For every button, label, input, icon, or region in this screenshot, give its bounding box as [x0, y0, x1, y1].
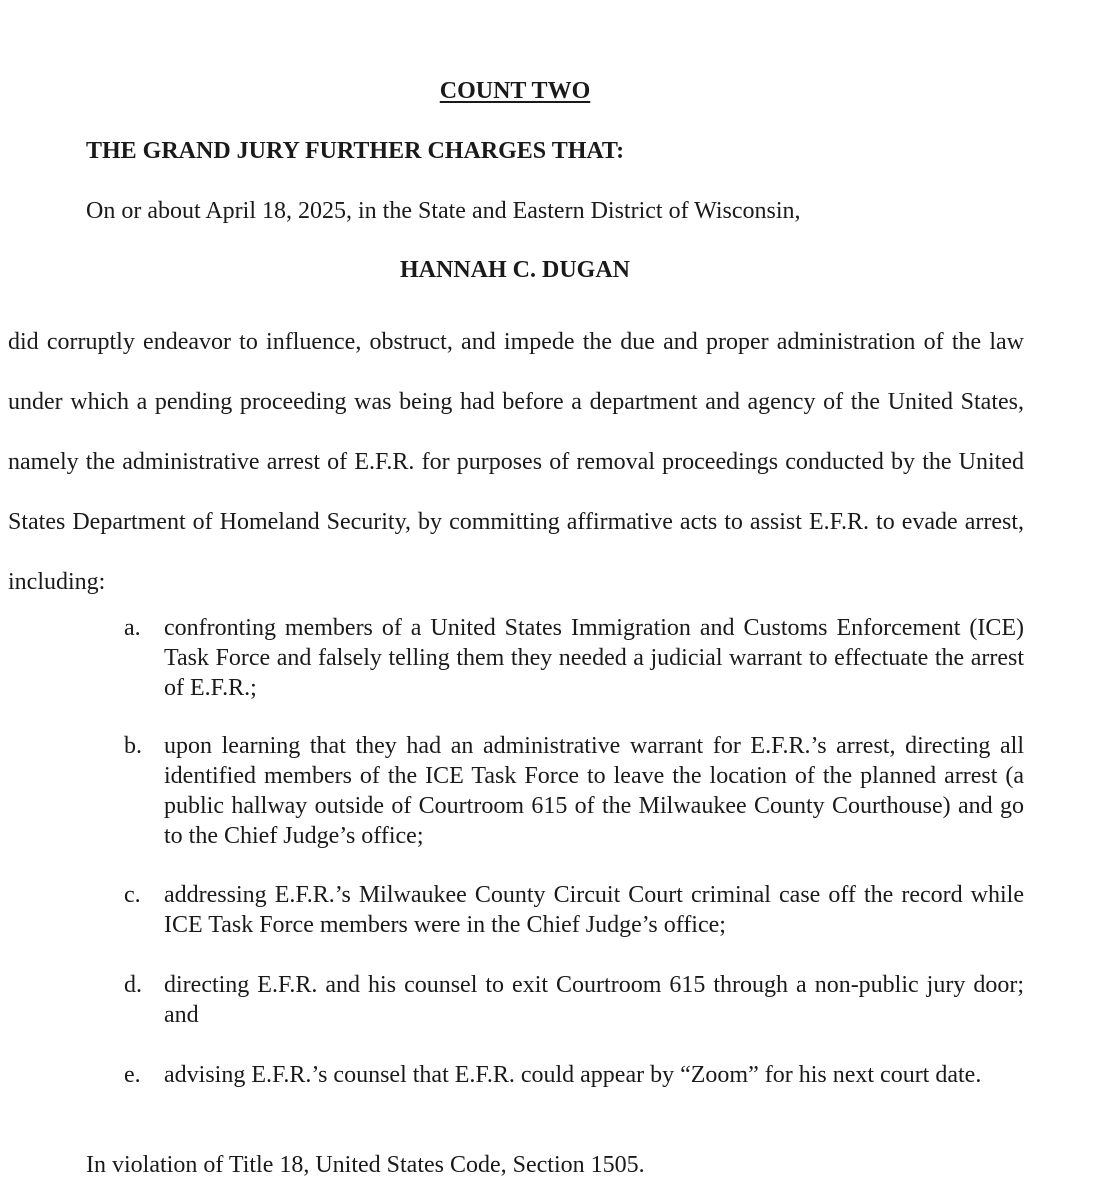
list-item-d	[124, 970, 1024, 1030]
list-item-letter: e.	[124, 1062, 141, 1088]
charge-heading: THE GRAND JURY FURTHER CHARGES THAT:	[86, 138, 625, 164]
list-item-letter: b.	[124, 733, 142, 759]
list-item-text: upon learning that they had an administrative warrant for E.F.R.’s arrest, directing all identified members of the ICE Task Force to leave the location of the planned arrest (a public hallway outside of Courtroom 615 of the Milwaukee County Courthouse) and go to the Chief Judge’s office;	[164, 733, 1024, 849]
list-item-text: confronting members of a United States Immigration and Customs Enforcement (ICE) Task Force and falsely telling them they needed a judicial warrant to effectuate the arrest of E.F.R.;	[164, 615, 1024, 701]
list-item-letter: d.	[124, 972, 142, 998]
list-item-text: addressing E.F.R.’s Milwaukee County Circuit Court criminal case off the record while ICE Task Force members were in the Chief Judge’s office;	[164, 882, 1024, 938]
list-item-b	[124, 731, 1024, 851]
list-item-letter: c.	[124, 882, 141, 908]
charge-paragraph: did corruptly endeavor to influence, obstruct, and impede the due and proper administration of the law under which a pending proceeding was being had before a department and agency of the United States, namely the administrative arrest of E.F.R. for purposes of removal proceedings conducted by the United States Department of Homeland Security, by committing affirmative acts to assist E.F.R. to evade arrest, including:	[8, 329, 1024, 595]
list-item-a	[124, 613, 1024, 703]
list-item-text: advising E.F.R.’s counsel that E.F.R. could appear by “Zoom” for his next court date.	[164, 1062, 982, 1088]
list-item-e	[124, 1060, 1024, 1090]
intro-line: On or about April 18, 2025, in the State and Eastern District of Wisconsin,	[86, 198, 801, 224]
violation-line: In violation of Title 18, United States Code, Section 1505.	[86, 1152, 645, 1178]
defendant-name: HANNAH C. DUGAN	[400, 257, 630, 283]
list-item-text: directing E.F.R. and his counsel to exit Courtroom 615 through a non-public jury door; and	[164, 972, 1024, 1028]
count-title: COUNT TWO	[439, 78, 591, 104]
list-item-c	[124, 880, 1024, 940]
list-item-letter: a.	[124, 615, 141, 641]
